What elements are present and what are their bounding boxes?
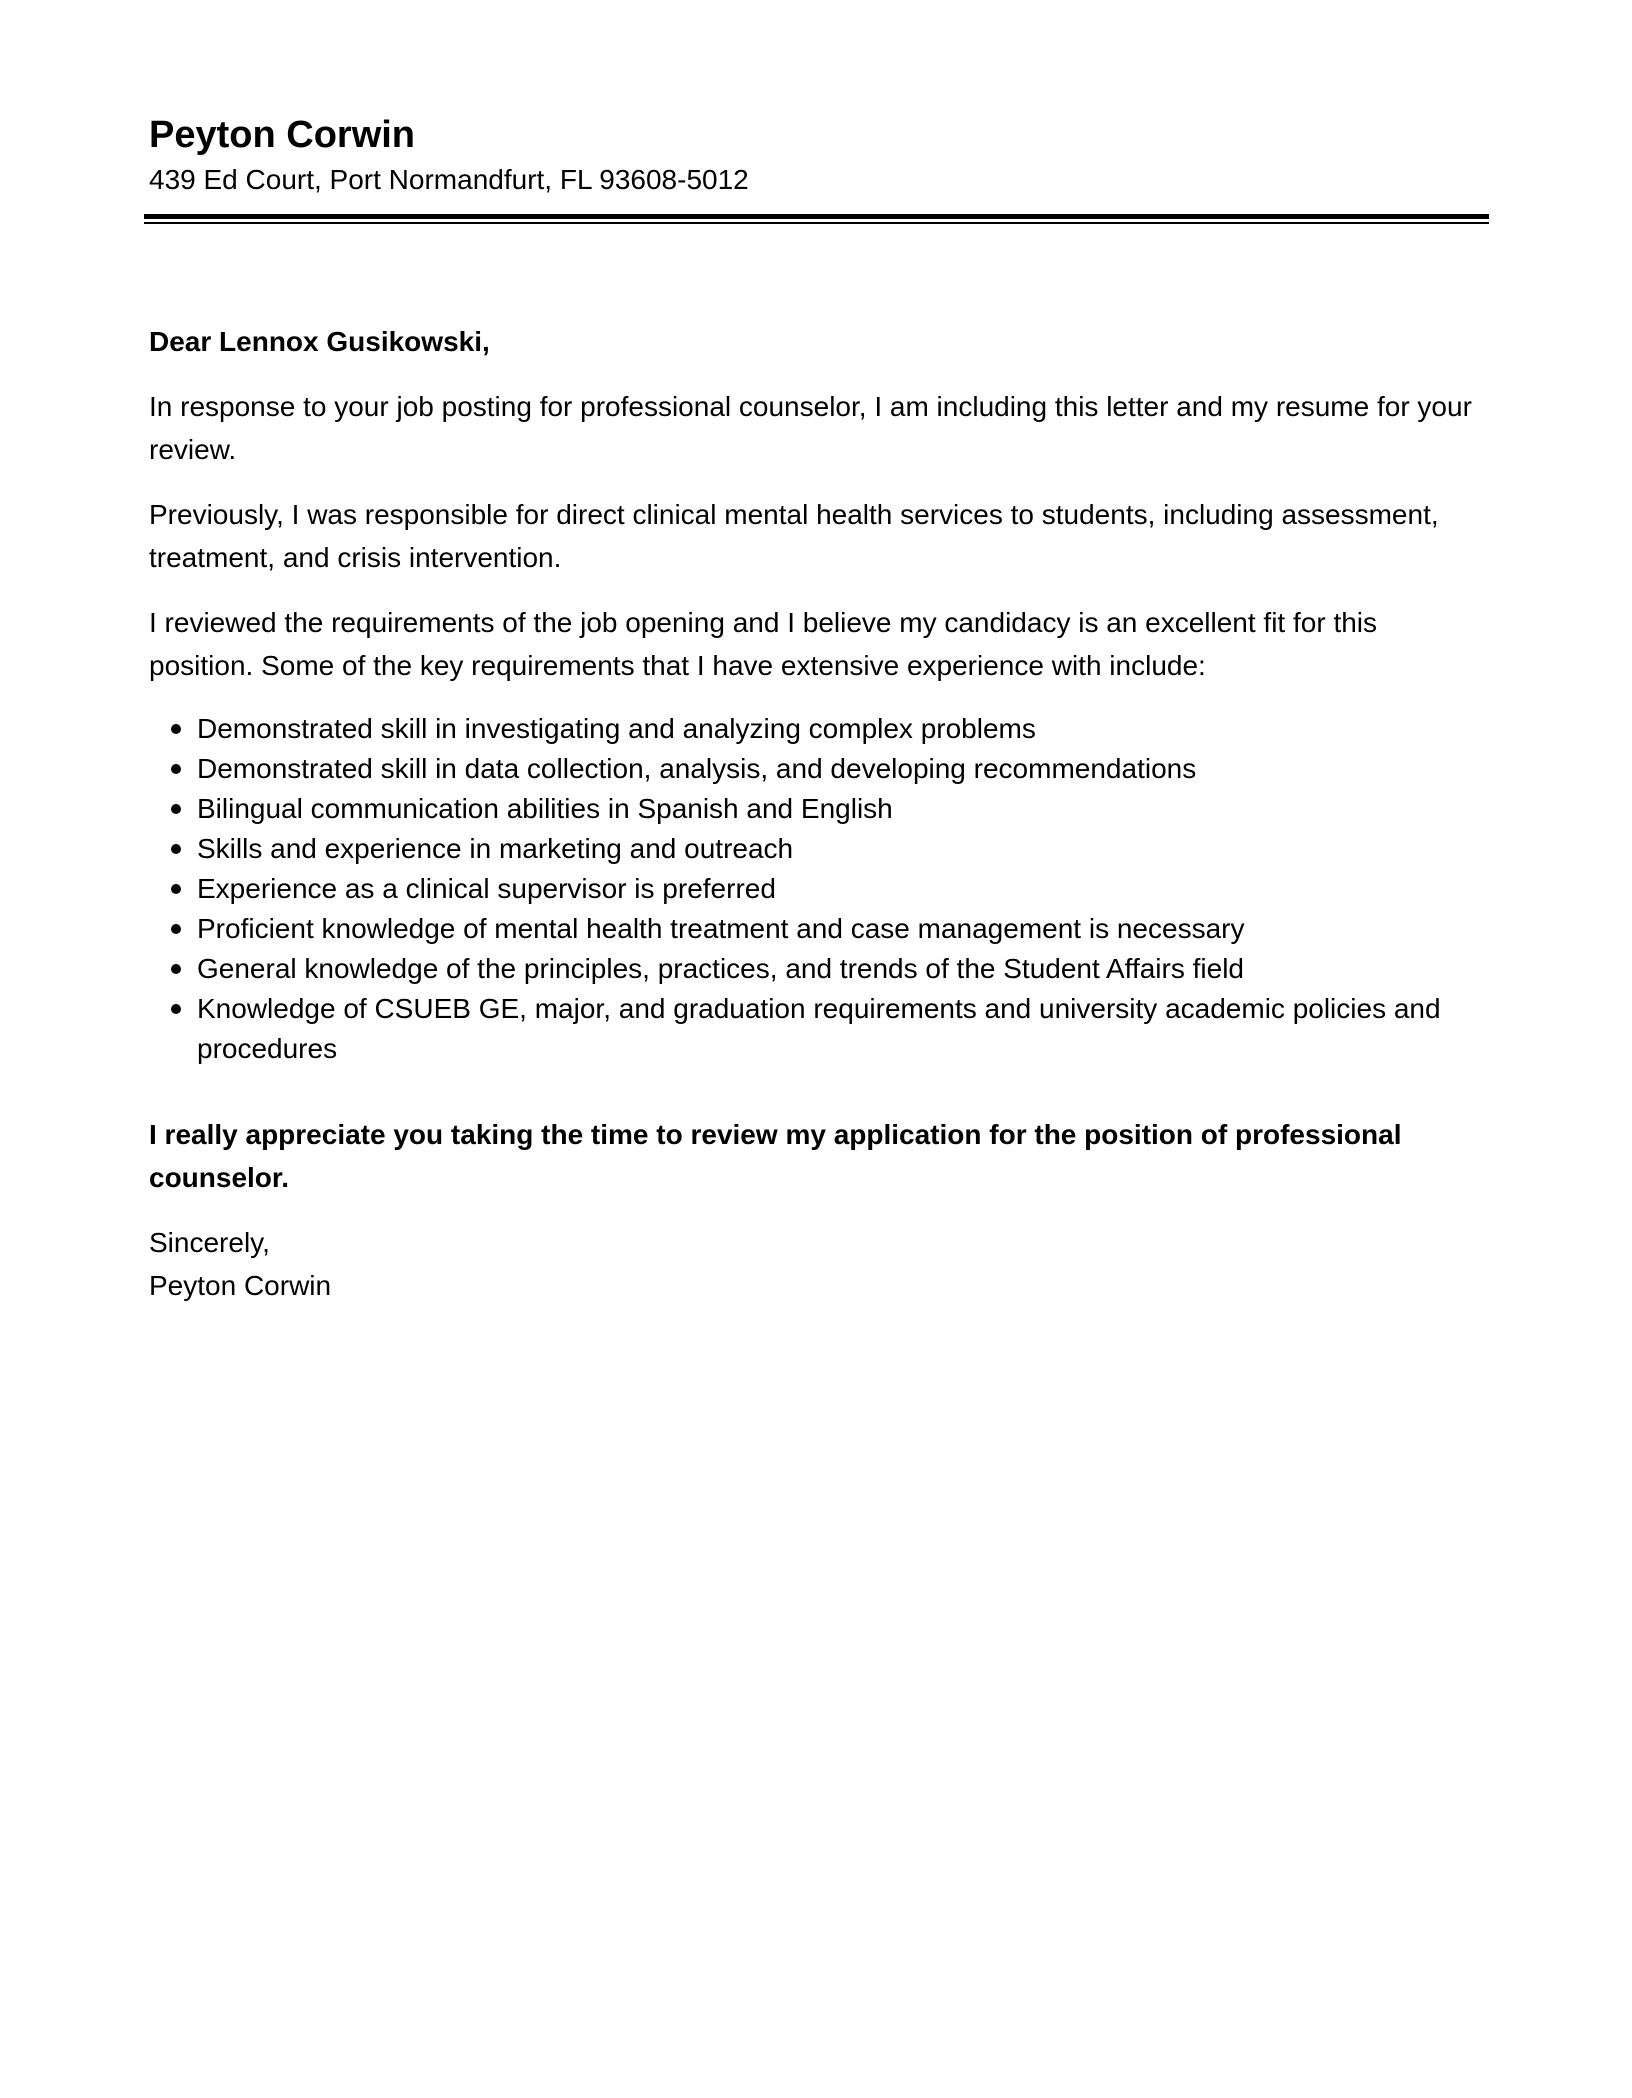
paragraph-intro: In response to your job posting for professional counselor, I am including this letter and my resume for your review. <box>149 391 1472 465</box>
bullet-icon <box>171 764 181 774</box>
list-item-text: Bilingual communication abilities in Spanish and English <box>197 793 893 824</box>
list-item-text: Demonstrated skill in investigating and analyzing complex problems <box>197 713 1036 744</box>
bullet-icon <box>171 804 181 814</box>
paragraph-requirements: I reviewed the requirements of the job opening and I believe my candidacy is an excellent fit for this position. Some of the key requirements that I have extensive experience with include: <box>149 607 1378 681</box>
list-item <box>149 869 1479 909</box>
bullet-icon <box>171 844 181 854</box>
requirements-list <box>149 709 1479 1069</box>
letterhead <box>149 110 1489 200</box>
list-item-text: Demonstrated skill in data collection, analysis, and developing recommendations <box>197 753 1197 784</box>
bullet-icon <box>171 884 181 894</box>
list-item-text: General knowledge of the principles, practices, and trends of the Student Affairs field <box>197 953 1244 984</box>
bullet-icon <box>171 964 181 974</box>
list-item-text: Knowledge of CSUEB GE, major, and graduation requirements and university academic policies and procedures <box>197 993 1441 1064</box>
bullet-icon <box>171 724 181 734</box>
list-item <box>149 789 1479 829</box>
signoff: Sincerely, <box>149 1227 270 1258</box>
list-item-text: Skills and experience in marketing and outreach <box>197 833 794 864</box>
sender-address: 439 Ed Court, Port Normandfurt, FL 93608-5012 <box>149 164 749 195</box>
closing-statement: I really appreciate you taking the time to review my application for the position of professional counselor. <box>149 1119 1402 1193</box>
bullet-icon <box>171 1004 181 1014</box>
bullet-icon <box>171 924 181 934</box>
list-item <box>149 949 1479 989</box>
paragraph-experience: Previously, I was responsible for direct clinical mental health services to students, including assessment, treatment, and crisis intervention. <box>149 499 1439 573</box>
list-item <box>149 989 1479 1069</box>
sender-name: Peyton Corwin <box>149 114 416 156</box>
list-item <box>149 909 1479 949</box>
header-divider-thick <box>144 214 1489 219</box>
list-item <box>149 709 1479 749</box>
list-item <box>149 829 1479 869</box>
salutation: Dear Lennox Gusikowski, <box>149 326 490 357</box>
list-item-text: Experience as a clinical supervisor is preferred <box>197 873 776 904</box>
list-item-text: Proficient knowledge of mental health treatment and case management is necessary <box>197 913 1245 944</box>
list-item <box>149 749 1479 789</box>
signature-name: Peyton Corwin <box>149 1270 332 1301</box>
header-divider-thin <box>144 222 1489 224</box>
letter-body <box>149 320 1479 1307</box>
